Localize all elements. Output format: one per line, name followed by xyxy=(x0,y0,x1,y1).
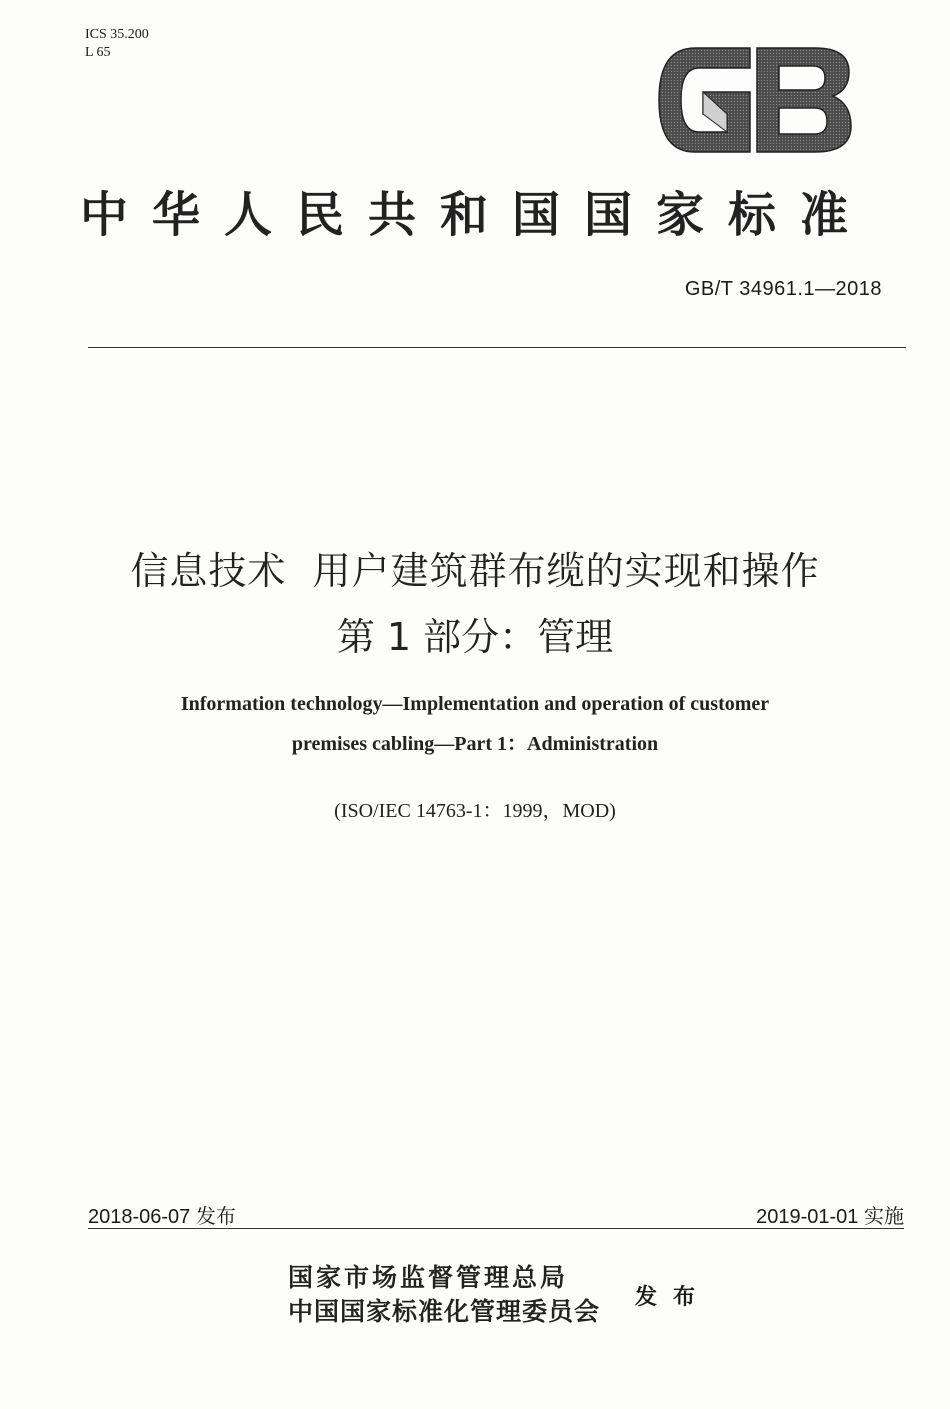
ccs-code: L 65 xyxy=(85,45,111,60)
issuer-sac: 中国国家标准化管理委员会 xyxy=(288,1297,601,1326)
gb-logo-b xyxy=(757,48,851,152)
footer-divider xyxy=(88,1228,904,1229)
issuing-country-title: 中华人民共和国国家标准 xyxy=(80,187,873,243)
chinese-title-line-2: 第 1 部分：管理 xyxy=(336,615,614,659)
ics-code: ICS 35.200 xyxy=(85,27,149,42)
publication-date: 2018-06-07 发布 xyxy=(88,1206,236,1228)
issuer-samr: 国家市场监督管理总局 xyxy=(288,1263,569,1292)
header-divider xyxy=(88,347,906,348)
implementation-date: 2019-01-01 实施 xyxy=(756,1206,904,1228)
english-title-line-1: Information technology—Implementation and operation of customer xyxy=(180,693,770,715)
iso-equivalence: (ISO/IEC 14763-1：1999，MOD) xyxy=(334,800,616,822)
chinese-title-line-1: 信息技术 用户建筑群布缆的实现和操作 xyxy=(130,549,820,593)
english-title-line-2: premises cabling—Part 1：Administration xyxy=(291,733,659,755)
issued-label: 发布 xyxy=(635,1284,712,1310)
standard-number: GB/T 34961.1—2018 xyxy=(684,278,882,300)
gb-logo xyxy=(655,40,855,160)
classification-codes xyxy=(85,26,149,62)
